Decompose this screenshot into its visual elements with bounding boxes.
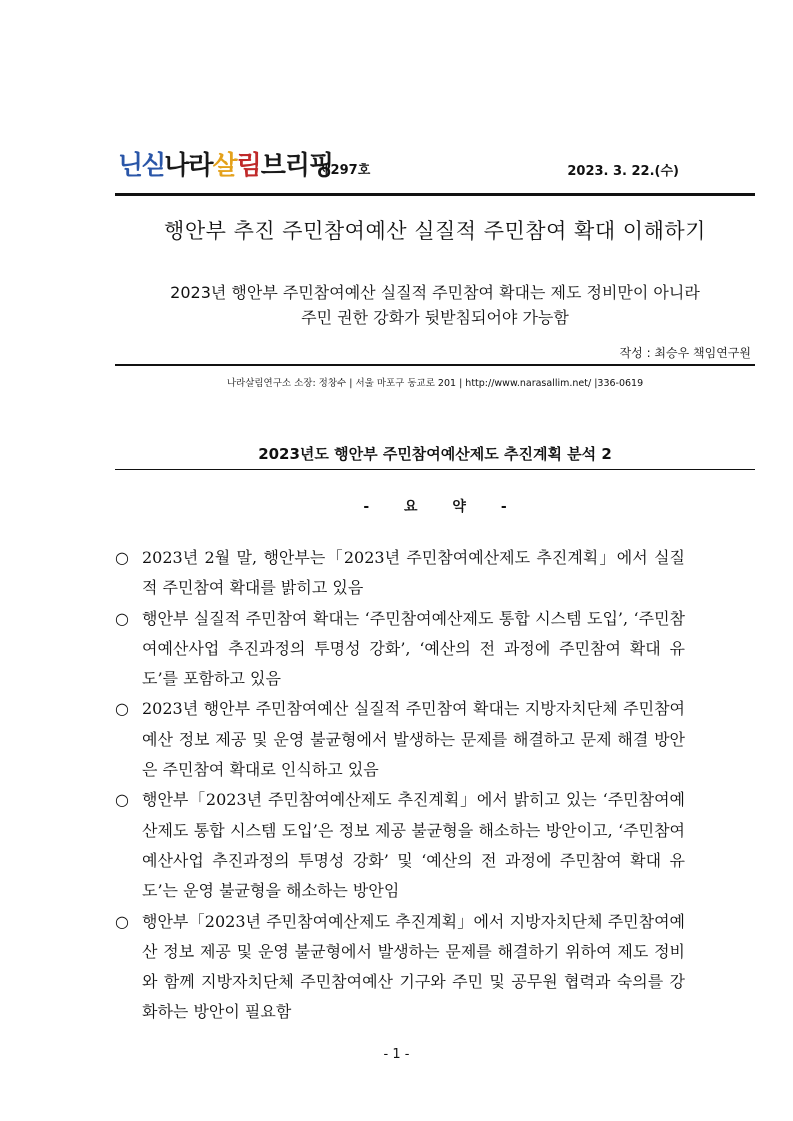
section-divider xyxy=(115,469,755,470)
subtitle-line-2: 주민 권한 강화가 뒷받침되어야 가능함 xyxy=(301,308,569,327)
list-item xyxy=(115,907,685,1028)
list-item xyxy=(115,785,685,906)
author-divider xyxy=(115,364,755,366)
brand-mark: 닌싣 xyxy=(118,151,165,181)
summary-list xyxy=(115,543,685,1028)
page-title: 행안부 추진 주민참여예산 실질적 주민참여 확대 이해하기 xyxy=(164,219,706,243)
header-divider xyxy=(115,193,755,196)
list-item xyxy=(115,604,685,695)
list-item-text: 2023년 2월 말, 행안부는「2023년 주민참여예산제도 추진계획」에서 실질적 주민참여 확대를 밝히고 있음 xyxy=(142,548,685,598)
author-credit: 작성 : 최승우 책임연구원 xyxy=(619,346,751,360)
circle-bullet-icon: ○ xyxy=(115,548,129,567)
page-number: - 1 - xyxy=(383,1047,410,1062)
list-item-text: 행안부「2023년 주민참여예산제도 추진계획」에서 밝히고 있는 ‘주민참여예산제도 통합 시스템 도입’은 정보 제공 불균형을 해소하는 방안이고, ‘주민참여예산사업 추진과정의 투명성 강화’ 및 ‘예산의 전 과정에 주민참여 확대 유도’는 운영 불균형을 해소하는 방안임 xyxy=(142,790,685,901)
list-item xyxy=(115,543,685,604)
publication-date: 2023. 3. 22.(수) xyxy=(567,164,679,179)
subtitle-line-1: 2023년 행안부 주민참여예산 실질적 주민참여 확대는 제도 정비만이 아니라 xyxy=(170,283,700,302)
section-title: 2023년도 행안부 주민참여예산제도 추진계획 분석 2 xyxy=(258,445,612,463)
issue-number: 제297호 xyxy=(318,163,371,178)
brand-logo xyxy=(118,143,333,179)
brand-name: 나라살림브리핑 xyxy=(164,151,334,181)
list-item-text: 2023년 행안부 주민참여예산 실질적 주민참여 확대는 지방자치단체 주민참여예산 정보 제공 및 운영 불균형에서 발생하는 문제를 해결하고 문제 해결 방안은 주민참여 확대로 인식하고 있음 xyxy=(142,699,685,780)
circle-bullet-icon: ○ xyxy=(115,608,129,628)
organization-info: 나라살림연구소 소장: 정창수 | 서울 마포구 동교로 201 | http://www.narasallim.net/ |336-0619 xyxy=(226,378,644,389)
list-item-text: 행안부 실질적 주민참여 확대는 ‘주민참여예산제도 통합 시스템 도입’, ‘주민참여예산사업 추진과정의 투명성 강화’, ‘예산의 전 과정에 주민참여 확대 유도’를 포함하고 있음 xyxy=(142,608,685,689)
subtitle xyxy=(115,280,755,330)
list-item xyxy=(115,694,685,785)
circle-bullet-icon: ○ xyxy=(115,911,129,931)
circle-bullet-icon: ○ xyxy=(115,790,129,810)
list-item-text: 행안부「2023년 주민참여예산제도 추진계획」에서 지방자치단체 주민참여예산 정보 제공 및 운영 불균형에서 발생하는 문제를 해결하기 위하여 제도 정비와 함께 지방자치단체 주민참여예산 기구와 주민 및 공무원 협력과 숙의를 강화하는 방안이 필요함 xyxy=(142,911,685,1022)
summary-heading: - 요 약 - xyxy=(363,499,507,515)
circle-bullet-icon: ○ xyxy=(115,699,129,719)
